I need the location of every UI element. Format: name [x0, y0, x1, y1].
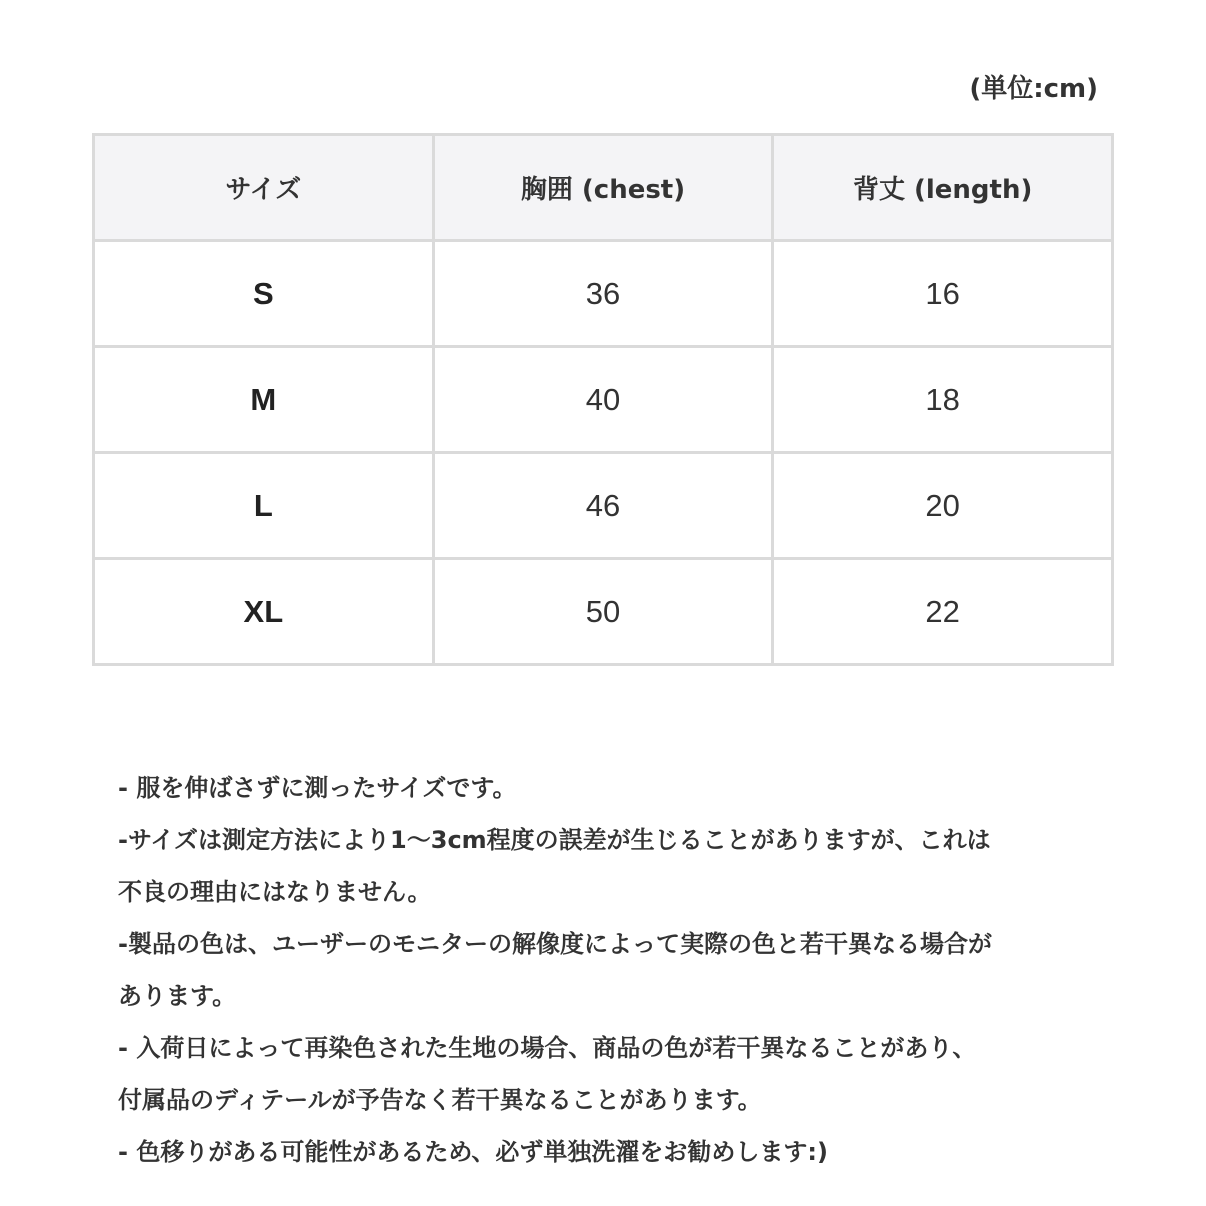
note-line: 付属品のディテールが予告なく若干異なることがあります。: [118, 1086, 762, 1114]
table-row: [94, 453, 1113, 559]
chest-cell: 36: [433, 241, 773, 347]
header-size: サイズ: [94, 135, 434, 241]
note-line: - 入荷日によって再染色された生地の場合、商品の色が若干異なることがあり、: [118, 1034, 977, 1062]
size-cell: L: [94, 453, 434, 559]
size-cell: M: [94, 347, 434, 453]
length-cell: 22: [773, 559, 1113, 665]
chest-cell: 40: [433, 347, 773, 453]
note-line: -製品の色は、ユーザーのモニターの解像度によって実際の色と若干異なる場合が: [118, 930, 992, 958]
chest-cell: 46: [433, 453, 773, 559]
size-table: [92, 133, 1114, 666]
table-header-row: [94, 135, 1113, 241]
header-length: 背丈 (length): [773, 135, 1113, 241]
note-line: 不良の理由にはなりません。: [118, 878, 432, 906]
length-cell: 16: [773, 241, 1113, 347]
notes: [118, 762, 1118, 1178]
table-row: [94, 241, 1113, 347]
note-line: - 服を伸ばさずに測ったサイズです。: [118, 774, 517, 802]
chest-cell: 50: [433, 559, 773, 665]
length-cell: 18: [773, 347, 1113, 453]
size-cell: S: [94, 241, 434, 347]
length-cell: 20: [773, 453, 1113, 559]
unit-label: (単位:cm): [969, 74, 1098, 104]
header-chest: 胸囲 (chest): [433, 135, 773, 241]
table-row: [94, 559, 1113, 665]
note-line: - 色移りがある可能性があるため、必ず単独洗濯をお勧めします:): [118, 1138, 828, 1166]
note-line: -サイズは測定方法により1～3cm程度の誤差が生じることがありますが、これは: [118, 826, 991, 854]
note-line: あります。: [118, 982, 237, 1010]
size-cell: XL: [94, 559, 434, 665]
table-row: [94, 347, 1113, 453]
